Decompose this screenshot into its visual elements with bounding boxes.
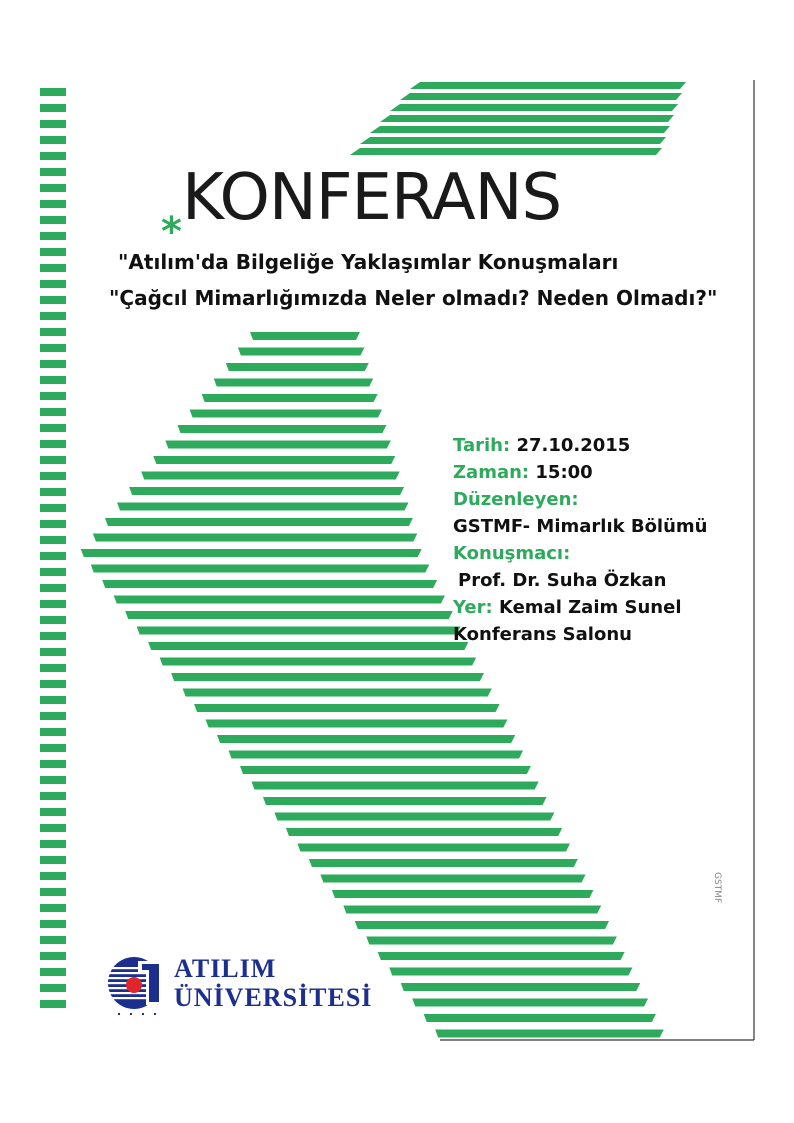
k-chevron-stripe [105, 518, 413, 526]
k-chevron-stripe [366, 937, 617, 945]
organizer-value-row [453, 513, 783, 540]
left-stripe-bar [40, 280, 66, 288]
k-chevron-stripe [424, 1014, 656, 1022]
left-stripe-bar [40, 872, 66, 880]
k-chevron-stripe [114, 596, 445, 604]
left-stripe-bar [40, 712, 66, 720]
k-chevron-stripe [297, 844, 570, 852]
speaker-label: Konuşmacı: [453, 543, 571, 564]
left-stripe-bar [40, 1000, 66, 1008]
left-stripe-bar [40, 376, 66, 384]
left-stripe-bar [40, 296, 66, 304]
k-chevron-stripe [389, 968, 632, 976]
left-stripe-bar [40, 680, 66, 688]
top-chevron-stripe [360, 137, 666, 144]
left-stripe-bar [40, 88, 66, 96]
k-chevron-stripe [435, 1030, 664, 1038]
left-stripe-bar [40, 840, 66, 848]
left-stripe-bar [40, 984, 66, 992]
date-label: Tarih: [453, 435, 511, 456]
left-stripe-bar [40, 776, 66, 784]
left-stripe-bar [40, 616, 66, 624]
left-stripe-bar [40, 200, 66, 208]
k-chevron-stripe [148, 642, 468, 650]
k-chevron-stripe [263, 797, 547, 805]
time-row [453, 459, 783, 486]
k-chevron-stripe [355, 921, 609, 929]
k-chevron-stripe [378, 952, 625, 960]
poster-title: KONFERANS [182, 161, 562, 235]
left-stripe-bar [40, 184, 66, 192]
organizer-label: Düzenleyen: [453, 489, 579, 510]
k-chevron-stripe [141, 472, 399, 480]
left-stripe-bar [40, 360, 66, 368]
k-chevron-stripe [177, 425, 386, 433]
left-stripe-bar [40, 792, 66, 800]
k-chevron-stripe [412, 999, 648, 1007]
left-stripe-bar [40, 424, 66, 432]
event-details [453, 432, 783, 648]
subtitle-series: "Atılım'da Bilgeliğe Yaklaşımlar Konuşmaları [118, 250, 619, 274]
k-chevron-stripe [343, 906, 601, 914]
left-stripe-bar [40, 440, 66, 448]
left-stripe-bar [40, 536, 66, 544]
left-stripe-bar [40, 248, 66, 256]
left-stripe-bar [40, 136, 66, 144]
left-stripe-bar [40, 168, 66, 176]
left-stripe-bar [40, 936, 66, 944]
left-stripe-bar [40, 408, 66, 416]
left-stripe-bar [40, 744, 66, 752]
k-chevron-stripe [332, 890, 594, 898]
k-chevron-stripe [320, 875, 585, 883]
k-chevron-stripe [81, 549, 422, 557]
left-stripe-bar [40, 888, 66, 896]
left-stripe-bar [40, 520, 66, 528]
k-chevron-stripe [238, 348, 364, 356]
left-stripe-bar [40, 904, 66, 912]
top-chevron-stripe [400, 93, 682, 100]
logo-text-atilim: ATILIM [174, 954, 277, 983]
date-value: 27.10.2015 [516, 435, 631, 456]
left-stripe-bar [40, 760, 66, 768]
k-chevron-stripe [240, 766, 531, 774]
k-chevron-stripe [251, 782, 538, 790]
place-row [453, 594, 783, 621]
top-chevron-stripe [390, 104, 678, 111]
left-stripe-bar [40, 808, 66, 816]
speaker-value: Prof. Dr. Suha Özkan [458, 570, 667, 591]
k-chevron-stripe [129, 487, 404, 495]
k-chevron-stripe [226, 363, 369, 371]
speaker-value-row [453, 567, 783, 594]
left-stripe-bar [40, 696, 66, 704]
left-stripe-column [40, 88, 66, 1008]
left-stripe-bar [40, 328, 66, 336]
left-stripe-bar [40, 312, 66, 320]
subtitle-talk: "Çağcıl Mimarlığımızda Neler olmadı? Neden Olmadı?" [109, 286, 718, 310]
organizer-label-row [453, 486, 783, 513]
k-chevron-stripe [183, 689, 492, 697]
left-stripe-bar [40, 152, 66, 160]
k-chevron-stripe [117, 503, 408, 511]
left-stripe-bar [40, 728, 66, 736]
k-chevron-stripe [309, 859, 578, 867]
time-label: Zaman: [453, 462, 530, 483]
k-chevron-stripe [217, 735, 515, 743]
left-stripe-bar [40, 600, 66, 608]
speaker-label-row [453, 540, 783, 567]
place-row-2 [453, 621, 783, 648]
left-stripe-bar [40, 472, 66, 480]
left-stripe-bar [40, 488, 66, 496]
left-stripe-bar [40, 456, 66, 464]
k-chevron-stripe [274, 813, 554, 821]
left-stripe-bar [40, 104, 66, 112]
top-chevron-stripe [370, 126, 670, 133]
date-row [453, 432, 783, 459]
k-chevron-stripe [165, 441, 390, 449]
k-chevron-stripe [93, 534, 417, 542]
place-value-line2: Konferans Salonu [453, 624, 632, 645]
left-stripe-bar [40, 264, 66, 272]
left-stripe-bar [40, 232, 66, 240]
left-stripe-bar [40, 824, 66, 832]
k-chevron-stripe [214, 379, 373, 387]
top-chevron-stripes [350, 82, 686, 155]
k-chevron-stripe [91, 565, 430, 573]
place-value-line1: Kemal Zaim Sunel [498, 597, 682, 618]
k-chevron-stripe [194, 704, 500, 712]
k-chevron-stripe [125, 611, 453, 619]
top-chevron-stripe [410, 82, 686, 89]
top-chevron-stripe [380, 115, 674, 122]
k-chevron-stripe [102, 580, 437, 588]
left-stripe-bar [40, 920, 66, 928]
atilim-university-logo [102, 954, 373, 1017]
time-value: 15:00 [535, 462, 593, 483]
k-chevron-stripe [202, 394, 378, 402]
left-stripe-bar [40, 552, 66, 560]
organizer-value: GSTMF- Mimarlık Bölümü [453, 516, 708, 537]
k-chevron-stripe [190, 410, 382, 418]
left-stripe-bar [40, 648, 66, 656]
top-chevron-stripe [350, 148, 662, 155]
left-stripe-bar [40, 632, 66, 640]
k-chevron-stripe [401, 983, 641, 991]
university-emblem-icon [102, 955, 170, 1017]
left-stripe-bar [40, 120, 66, 128]
left-stripe-bar [40, 968, 66, 976]
left-stripe-bar [40, 952, 66, 960]
k-chevron-stripe [160, 658, 477, 666]
k-chevron-stripe [171, 673, 484, 681]
left-stripe-bar [40, 392, 66, 400]
logo-text-universitesi: ÜNİVERSİTESİ [174, 983, 373, 1012]
k-chevron-stripe [250, 332, 360, 340]
left-stripe-bar [40, 504, 66, 512]
side-code-text: GSTMF [712, 872, 722, 904]
left-stripe-bar [40, 856, 66, 864]
left-stripe-bar [40, 568, 66, 576]
asterisk-mark: * [161, 209, 182, 255]
k-chevron-stripe [153, 456, 395, 464]
k-chevron-stripe [137, 627, 461, 635]
left-stripe-bar [40, 664, 66, 672]
left-stripe-bar [40, 344, 66, 352]
left-stripe-bar [40, 216, 66, 224]
k-chevron-stripe [229, 751, 524, 759]
k-chevron-stripe [286, 828, 562, 836]
k-chevron-stripe [206, 720, 508, 728]
place-label: Yer: [453, 597, 493, 618]
left-stripe-bar [40, 584, 66, 592]
